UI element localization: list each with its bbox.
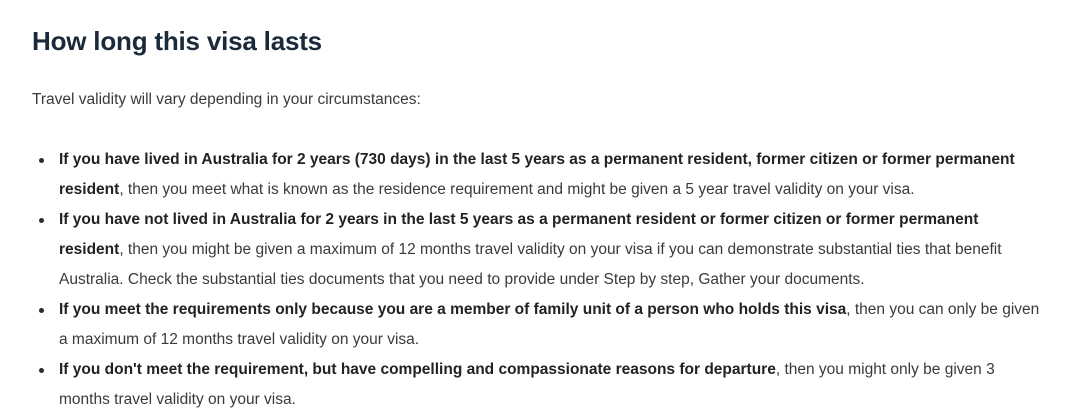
- list-item-bold: If you have not lived in Australia for 2 years in the last 5 years as a permanent resident or former citizen or former permanent resident: [59, 211, 979, 258]
- list-item-text: , then you might only be given 3 months travel validity on your visa.: [59, 361, 995, 408]
- bullet-icon: [39, 368, 44, 373]
- list-item-text: , then you can only be given a maximum of 12 months travel validity on your visa.: [59, 301, 1040, 348]
- list-item-bold: If you have lived in Australia for 2 years (730 days) in the last 5 years as a permanent resident, former citizen or former permanent resident: [59, 151, 1015, 198]
- list-item-bold: If you meet the requirements only because you are a member of family unit of a person who holds this visa: [59, 301, 847, 318]
- list-item: [59, 295, 1042, 355]
- bullet-icon: [39, 158, 44, 163]
- validity-list: [32, 145, 1042, 415]
- section-heading: How long this visa lasts: [32, 26, 322, 56]
- intro-text: Travel validity will vary depending in your circumstances:: [32, 91, 421, 108]
- list-item: [59, 145, 1042, 205]
- list-item: [59, 355, 1042, 415]
- list-item-bold: If you don't meet the requirement, but have compelling and compassionate reasons for departure: [59, 361, 776, 378]
- bullet-icon: [39, 308, 44, 313]
- list-item: [59, 205, 1042, 295]
- list-item-text: , then you meet what is known as the residence requirement and might be given a 5 year travel validity on your visa.: [119, 181, 915, 198]
- bullet-icon: [39, 218, 44, 223]
- list-item-text: , then you might be given a maximum of 12 months travel validity on your visa if you can demonstrate substantial ties that benefit Australia. Check the substantial ties documents that you need to provide under Step by step, Gather your documents.: [59, 241, 1002, 288]
